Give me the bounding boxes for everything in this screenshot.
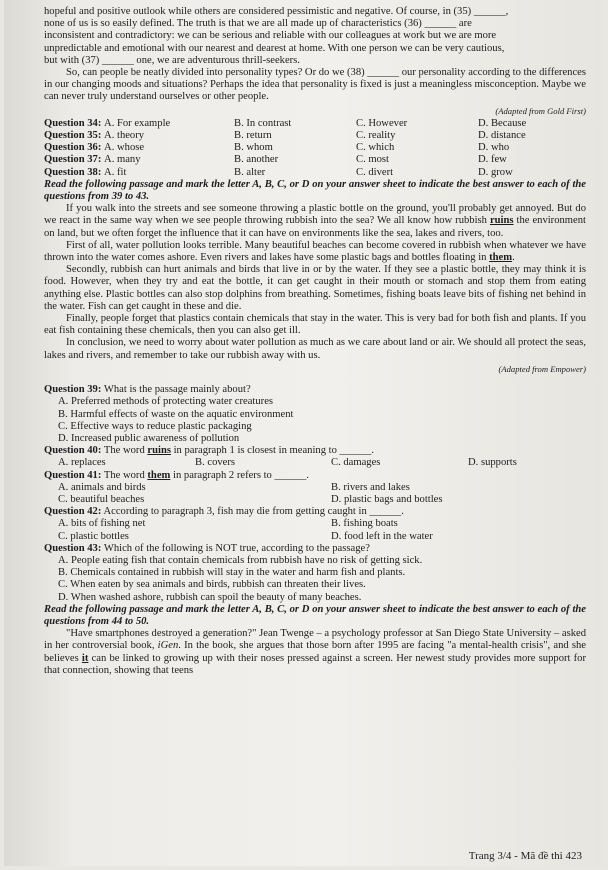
underlined-word: them xyxy=(489,252,513,264)
passage-line: none of us is so easily defined. The truth is that we are all made up of characteristics (36) ______ are xyxy=(44,18,472,30)
question-label: Question 38: xyxy=(44,166,102,178)
passage-paragraph: Secondly, rubbish can hurt animals and birds that live in or by the water. If they see a plastic bottle, they may think it is food. However, when they try and eat the bottle, it can get caught in their mouth or stomach and stop them from eating anything else. Plastic bottles can also stop dolphins from breathing. Sometimes, fishing boats leave bits of fishing net behind in the water. Fish can get caught in these and die. xyxy=(44,264,586,312)
passage-paragraph: So, can people be neatly divided into personality types? Or do we (38) ______ our personality according to the differences in our changing moods and situations? Perhaps the idea that personality is fixed is just a meaningless misconception. Maybe we can never truly understand ourselves or other people. xyxy=(44,67,586,103)
option-a: A. theory xyxy=(104,130,145,142)
passage-line: inconsistent and contradictory: we can be serious and reliable with our colleagues at work but we are more xyxy=(44,30,497,42)
underlined-word: it xyxy=(81,652,89,664)
option-d: D. food left in the water xyxy=(331,530,433,542)
passage-paragraph: In conclusion, we need to worry about water pollution as much as we care about land or air. We should all protect the seas, lakes and rivers, and remember to take our rubbish away with us. xyxy=(44,337,586,361)
question-row xyxy=(44,154,586,166)
question-stem: What is the passage mainly about? xyxy=(103,384,251,396)
underlined-word: ruins xyxy=(489,215,514,227)
option-b: B. rivers and lakes xyxy=(331,481,410,493)
question-40: Question 40: The word ruins in paragraph 1 is closest in meaning to ______. A. replaces B. covers C. damages D. supports xyxy=(44,445,586,469)
option-d: D. distance xyxy=(478,130,526,142)
exam-page xyxy=(4,0,604,866)
passage-2 xyxy=(44,203,586,375)
option-d: D. grow xyxy=(478,166,513,178)
option-a: A. whose xyxy=(104,142,145,154)
question-row xyxy=(44,142,586,154)
question-41: Question 41: The word them in paragraph 2 refers to ______. A. animals and birds B. rivers and lakes C. beautiful beaches D. plastic bags and bottles xyxy=(44,470,586,507)
option-d: D. who xyxy=(478,142,510,154)
option-a: A. animals and birds xyxy=(58,481,146,493)
option-c: C. most xyxy=(356,154,389,166)
passage-3-paragraph: "Have smartphones destroyed a generation?" Jean Twenge – a psychology professor at San Diego State University – asked in her controversial book, iGen. In the book, she argues that those born after 1995 are facing "a mental-health crisis", and she believes it can be linked to growing up with their noses pressed against a screen. Her newest study provides more support for that connection, showing that teens xyxy=(44,628,587,676)
question-label: Question 34: xyxy=(44,117,102,129)
question-row xyxy=(44,130,586,142)
underlined-word: ruins xyxy=(147,445,171,457)
passage-1-end xyxy=(44,6,586,117)
option-b: B. whom xyxy=(234,142,273,154)
question-row xyxy=(44,167,586,179)
option-d: D. supports xyxy=(468,457,517,469)
option-a: A. For example xyxy=(104,117,171,129)
option-c: C. reality xyxy=(356,130,396,142)
option-a: A. bits of fishing net xyxy=(58,518,146,530)
question-label: Question 35: xyxy=(44,130,102,142)
question-label: Question 42: xyxy=(44,506,102,518)
question-stem: According to paragraph 3, fish may die from getting caught in ______. xyxy=(103,506,404,518)
option-c: C. divert xyxy=(356,166,394,178)
option-b: B. covers xyxy=(195,457,236,469)
question-row xyxy=(44,118,586,130)
option-a: A. replaces xyxy=(58,457,106,469)
question-label: Question 36: xyxy=(44,142,102,154)
passage-source: (Adapted from Empower) xyxy=(498,363,586,374)
option: B. Harmful effects of waste on the aquatic environment xyxy=(58,408,294,420)
question-39 xyxy=(44,384,586,445)
option: C. When eaten by sea animals and birds, rubbish can threaten their lives. xyxy=(58,579,366,591)
option-d: D. plastic bags and bottles xyxy=(331,493,443,505)
question-label: Question 37: xyxy=(44,154,102,166)
option-d: D. Because xyxy=(478,117,527,129)
option-b: B. fishing boats xyxy=(331,518,398,530)
page-footer: Trang 3/4 - Mã đề thi 423 xyxy=(468,849,582,862)
passage-source: (Adapted from Gold First) xyxy=(495,105,586,116)
option: B. Chemicals contained in rubbish will stay in the water and harm fish and plants. xyxy=(58,567,406,579)
book-title: iGen xyxy=(157,640,179,652)
passage-line: but with (37) ______ one, we are adventurous thrill-seekers. xyxy=(44,54,300,66)
passage-line: unpredictable and emotional with our nearest and dearest at home. With one person we can be very cautious, xyxy=(44,42,505,54)
option: D. When washed ashore, rubbish can spoil the beauty of many beaches. xyxy=(58,591,362,603)
option-c: C. beautiful beaches xyxy=(58,493,145,505)
underlined-word: them xyxy=(147,469,171,481)
question-label: Question 39: xyxy=(44,384,102,396)
question-stem: Which of the following is NOT true, according to the passage? xyxy=(103,542,370,554)
question-43 xyxy=(44,543,586,604)
passage-paragraph: First of all, water pollution looks terrible. Many beautiful beaches can become covered in rubbish when whatever we have thrown into the water comes ashore. Even rivers and lakes have some plastic bags and bottles floating in them. xyxy=(44,239,586,264)
instruction-44-50: Read the following passage and mark the letter A, B, C, or D on your answer sheet to indicate the best answer to each of the questions from 44 to 50. xyxy=(44,603,586,627)
option-b: B. In contrast xyxy=(234,117,292,129)
option: A. Preferred methods of protecting water creatures xyxy=(58,396,274,408)
option-b: B. another xyxy=(234,154,279,166)
option-c: C. damages xyxy=(331,457,381,469)
passage-line: hopeful and positive outlook while others are considered pessimistic and negative. Of course, in (35) ______, xyxy=(44,6,509,17)
option-a: A. fit xyxy=(104,166,127,178)
option: D. Increased public awareness of pollution xyxy=(58,432,240,444)
option-c: C. However xyxy=(356,117,408,129)
passage-paragraph: If you walk into the streets and see someone throwing a plastic bottle on the ground, you'll probably get annoyed. But do we react in the same way when we see people throwing rubbish into the sea? We all know how rubbish ruins the environment on land, but we often forget the influence that it can have on environments like the sea, lakes and rivers, too. xyxy=(44,203,586,239)
option: C. Effective ways to reduce plastic packaging xyxy=(58,420,252,432)
option-a: A. many xyxy=(104,154,141,166)
question-label: Question 43: xyxy=(44,542,102,554)
option: A. People eating fish that contain chemicals from rubbish have no risk of getting sick. xyxy=(58,554,423,566)
question-label: Question 40: xyxy=(44,445,102,457)
option-b: B. return xyxy=(234,130,272,142)
instruction-39-43: Read the following passage and mark the letter A, B, C, or D on your answer sheet to indicate the best answer to each of the questions from 39 to 43. xyxy=(44,178,586,203)
question-label: Question 41: xyxy=(44,469,102,481)
option-c: C. plastic bottles xyxy=(58,530,129,542)
cloze-questions xyxy=(44,118,586,179)
option-c: C. which xyxy=(356,142,395,154)
passage-paragraph: Finally, people forget that plastics contain chemicals that stay in the water. This is very bad for both fish and plants. If you eat fish containing these chemicals, then you can also get ill. xyxy=(44,313,586,337)
question-42 xyxy=(44,506,586,543)
option-b: B. alter xyxy=(234,166,266,178)
option-d: D. few xyxy=(478,154,507,166)
